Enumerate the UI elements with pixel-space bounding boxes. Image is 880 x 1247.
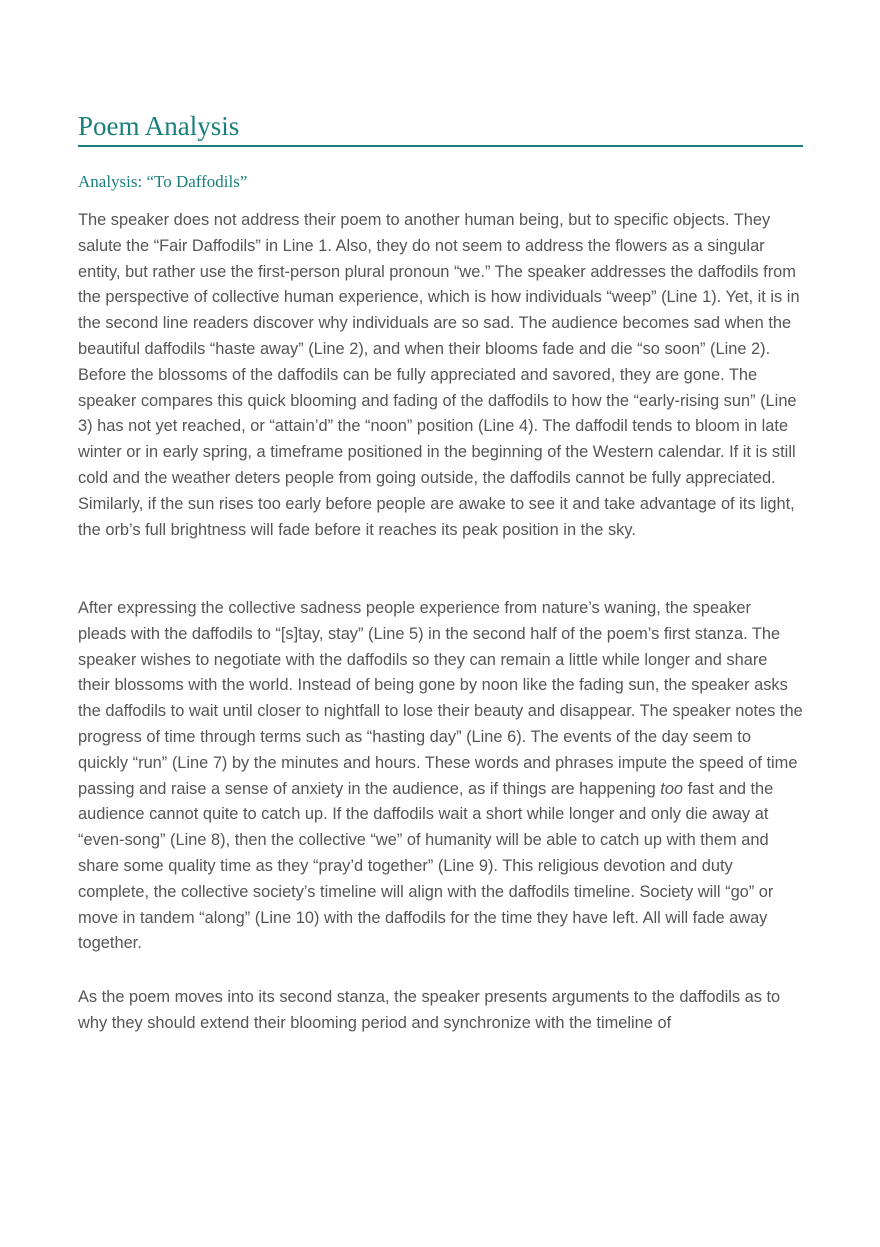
section-subtitle: Analysis: “To Daffodils” [78,172,248,191]
paragraph-2-part-1: After expressing the collective sadness people experience from nature’s waning, the speaker pleads with the daffodils to “[s]tay, stay” (Line 5) in the second half of the poem’s first stanza. The speaker wishes to negotiate with the daffodils so they can remain a little while longer and share their blossoms with the world. Instead of being gone by noon like the fading sun, the speaker asks the daffodils to wait until closer to nightfall to lose their beauty and disappear. The speaker notes the progress of time through terms such as “hasting day” (Line 6). The events of the day seem to quickly “run” (Line 7) by the minutes and hours. These words and phrases impute the speed of time passing and raise a sense of anxiety in the audience, as if things are happening [78,599,803,798]
page-title: Poem Analysis [78,111,240,141]
paragraph-1: The speaker does not address their poem to another human being, but to specific objects. They salute the “Fair Daffodils” in Line 1. Also, they do not seem to address the flowers as a singular entity, but rather use the first-person plural pronoun “we.” The speaker addresses the daffodils from the perspective of collective human experience, which is how individuals “weep” (Line 1). Yet, it is in the second line readers discover why individuals are so sad. The audience becomes sad when the beautiful daffodils “haste away” (Line 2), and when their blooms fade and die “so soon” (Line 2). Before the blossoms of the daffodils can be fully appreciated and savored, they are gone. The speaker compares this quick blooming and fading of the daffodils to how the “early-rising sun” (Line 3) has not yet reached, or “attain’d” the “noon” position (Line 4). The daffodil tends to bloom in late winter or in early spring, a timeframe positioned in the beginning of the Western calendar. If it is still cold and the weather deters people from going outside, the daffodils cannot be fully appreciated. Similarly, if the sun rises too early before people are awake to see it and take advantage of its light, the orb’s full brightness will fade before it reaches its peak position in the sky. [78,211,800,539]
paragraph-2-emphasis: too [660,779,684,798]
title-divider [78,145,803,147]
paragraph-3: As the poem moves into its second stanza, the speaker presents arguments to the daffodils as to why they should extend their blooming period and synchronize with the timeline of [78,988,781,1032]
paragraph-2 [78,596,803,957]
paragraph-2-part-2: fast and the audience cannot quite to catch up. If the daffodils wait a short while longer and only die away at “even-song” (Line 8), then the collective “we” of humanity will be able to catch up with them and share some quality time as they “pray’d together” (Line 9). This religious devotion and duty complete, the collective society’s timeline will align with the daffodils timeline. Society will “go” or move in tandem “along” (Line 10) with the daffodils for the time they have left. All will fade away together. [78,779,774,953]
